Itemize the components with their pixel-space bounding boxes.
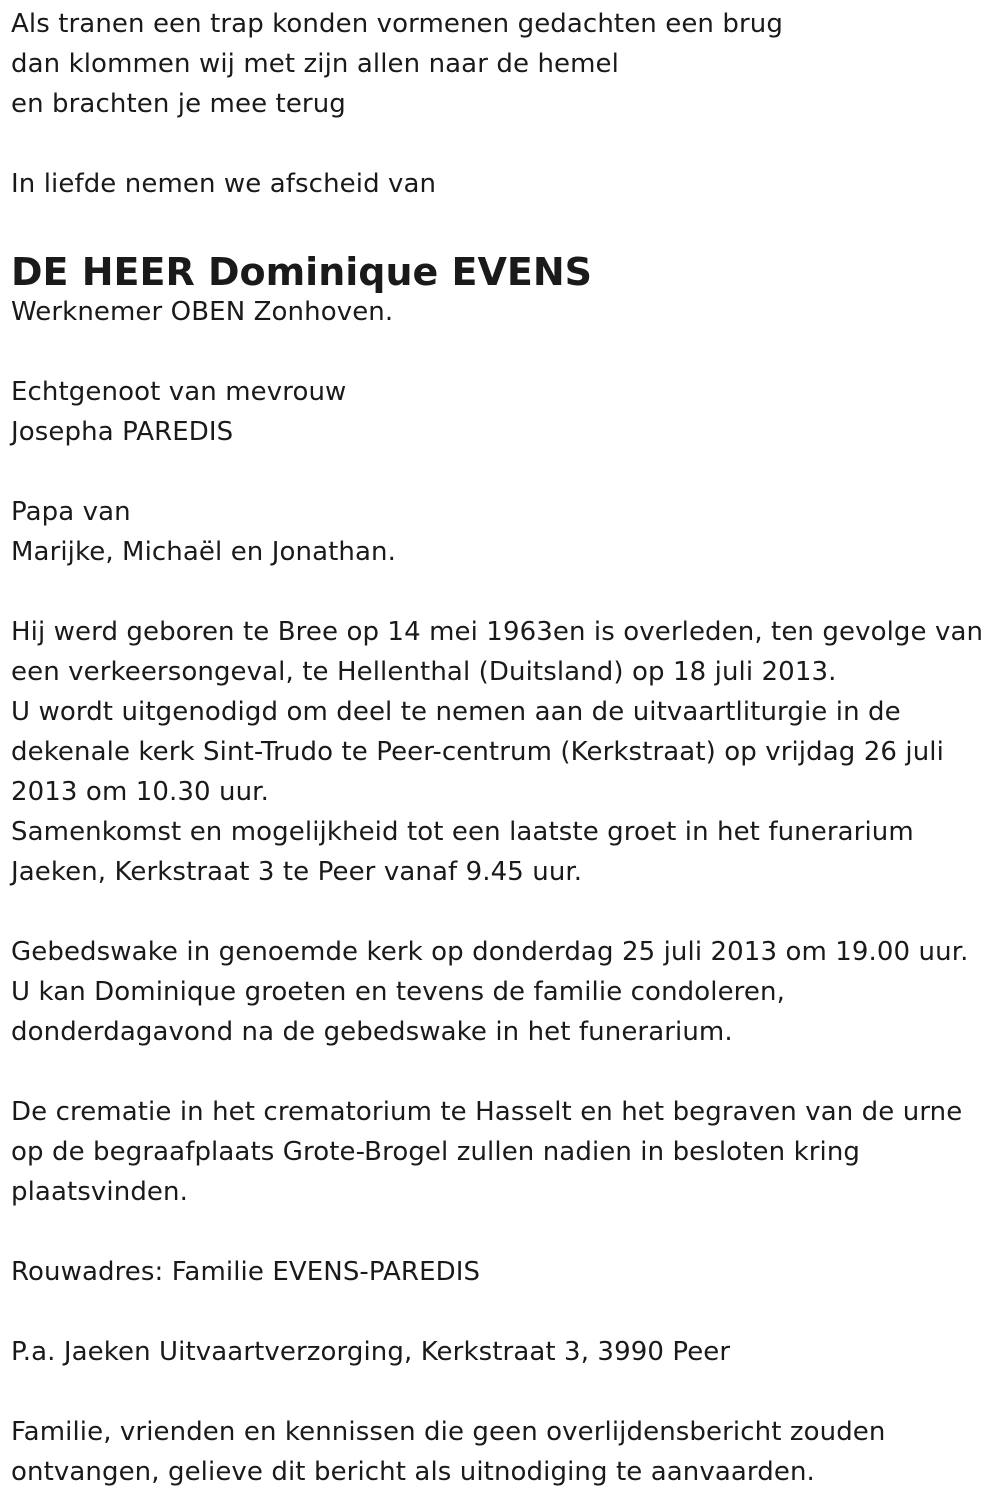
details-line: 2013 om 10.30 uur. — [11, 777, 269, 807]
spouse-section — [11, 372, 991, 452]
cremation-section — [11, 1092, 991, 1212]
spouse-line: Echtgenoot van mevrouw — [11, 377, 347, 407]
cremation-line: De crematie in het crematorium te Hasselt en het begraven van de urne — [11, 1097, 963, 1127]
funeral-home-address: P.a. Jaeken Uitvaartverzorging, Kerkstraat 3, 3990 Peer — [11, 1337, 731, 1367]
deceased-name: DE HEER Dominique EVENS — [11, 250, 593, 294]
closing-line: ontvangen, gelieve dit bericht als uitnodiging te aanvaarden. — [11, 1457, 815, 1487]
cremation-line: op de begraafplaats Grote-Brogel zullen nadien in besloten kring — [11, 1137, 861, 1167]
details-line: een verkeersongeval, te Hellenthal (Duitsland) op 18 juli 2013. — [11, 657, 837, 687]
closing-line: Familie, vrienden en kennissen die geen overlijdensbericht zouden — [11, 1417, 886, 1447]
children-line: Papa van — [11, 497, 131, 527]
vigil-section — [11, 932, 991, 1052]
mourning-address: Rouwadres: Familie EVENS-PAREDIS — [11, 1257, 481, 1287]
obituary-notice — [11, 4, 991, 1492]
children-section — [11, 492, 991, 572]
deceased-occupation: Werknemer OBEN Zonhoven. — [11, 297, 394, 327]
vigil-line: donderdagavond na de gebedswake in het funerarium. — [11, 1017, 733, 1047]
poem — [11, 4, 991, 124]
spouse-line: Josepha PAREDIS — [11, 417, 234, 447]
vigil-line: Gebedswake in genoemde kerk op donderdag 25 juli 2013 om 19.00 uur. — [11, 937, 969, 967]
details-line: Jaeken, Kerkstraat 3 te Peer vanaf 9.45 uur. — [11, 857, 583, 887]
poem-line: en brachten je mee terug — [11, 89, 346, 119]
vigil-line: U kan Dominique groeten en tevens de familie condoleren, — [11, 977, 785, 1007]
details-line: U wordt uitgenodigd om deel te nemen aan de uitvaartliturgie in de — [11, 697, 901, 727]
cremation-line: plaatsvinden. — [11, 1177, 188, 1207]
poem-line: Als tranen een trap konden vormenen gedachten een brug — [11, 9, 783, 39]
details-line: Samenkomst en mogelijkheid tot een laatste groet in het funerarium — [11, 817, 914, 847]
closing-section — [11, 1412, 991, 1492]
poem-line: dan klommen wij met zijn allen naar de hemel — [11, 49, 619, 79]
details-line: dekenale kerk Sint-Trudo te Peer-centrum (Kerkstraat) op vrijdag 26 juli — [11, 737, 944, 767]
children-line: Marijke, Michaël en Jonathan. — [11, 537, 396, 567]
details-section — [11, 612, 991, 892]
details-line: Hij werd geboren te Bree op 14 mei 1963en is overleden, ten gevolge van — [11, 617, 984, 647]
intro-text: In liefde nemen we afscheid van — [11, 169, 437, 199]
